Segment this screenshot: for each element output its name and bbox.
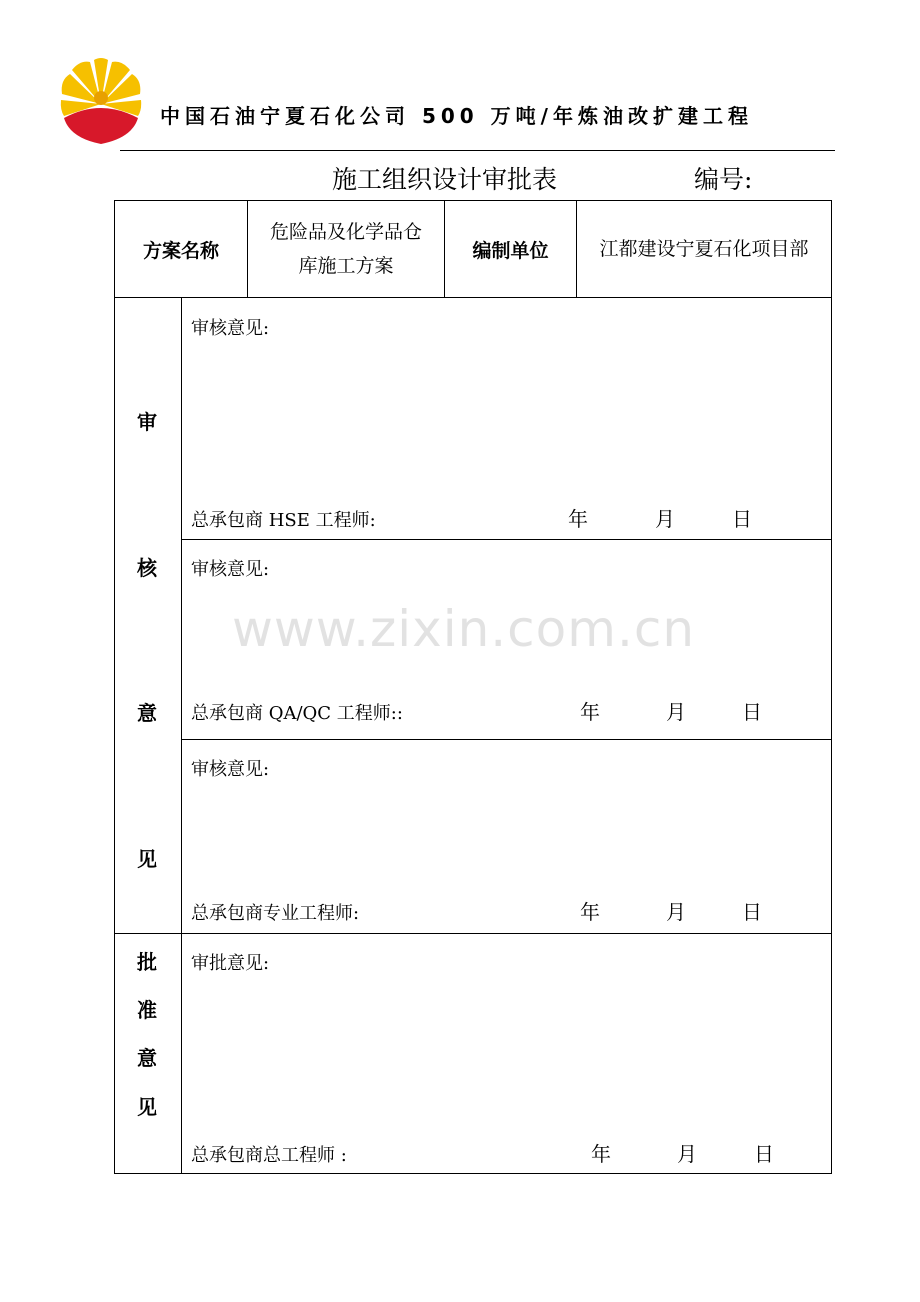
header-divider	[120, 150, 835, 151]
date-day: 日	[732, 507, 752, 531]
date-day: 日	[742, 900, 762, 924]
watermark: www.zixin.com.cn	[232, 600, 696, 658]
date-year: 年	[568, 507, 588, 531]
review-opinion-label: 审核意见:	[191, 559, 270, 580]
row-divider	[181, 539, 831, 540]
approval-side-char: 批	[137, 950, 157, 974]
approval-side-char: 见	[137, 1095, 157, 1119]
date-day: 日	[754, 1142, 774, 1166]
approval-side-char: 准	[137, 998, 157, 1022]
review-side-char: 审	[137, 410, 157, 434]
date-year: 年	[580, 700, 600, 724]
qaqc-engineer-signature-label: 总承包商 QA/QC 工程师::	[191, 703, 403, 724]
compiler-label: 编制单位	[472, 239, 549, 262]
approval-opinion-label: 审批意见:	[191, 953, 270, 974]
plan-name-line-2: 库施工方案	[298, 255, 394, 277]
review-side-char: 意	[137, 701, 157, 725]
logo-base	[64, 108, 138, 144]
compiler-value: 江都建设宁夏石化项目部	[599, 238, 809, 260]
row-divider	[115, 933, 831, 934]
logo-petals	[61, 58, 141, 116]
discipline-engineer-signature-label: 总承包商专业工程师:	[191, 903, 360, 924]
company-logo	[56, 58, 146, 146]
review-opinion-label: 审核意见:	[191, 318, 270, 339]
date-month: 月	[666, 900, 686, 924]
date-month: 月	[666, 700, 686, 724]
approval-side-char: 意	[137, 1046, 157, 1070]
form-title: 施工组织设计审批表	[332, 165, 558, 194]
date-month: 月	[655, 507, 675, 531]
date-year: 年	[591, 1142, 611, 1166]
date-year: 年	[580, 900, 600, 924]
date-month: 月	[677, 1142, 697, 1166]
row-divider	[115, 297, 831, 298]
plan-name-label: 方案名称	[142, 239, 219, 262]
column-divider	[181, 297, 182, 1173]
review-opinion-label: 审核意见:	[191, 759, 270, 780]
row-divider	[181, 739, 831, 740]
review-side-char: 见	[137, 847, 157, 871]
date-day: 日	[742, 700, 762, 724]
plan-name-line-1: 危险品及化学品仓	[269, 221, 422, 243]
approval-table	[114, 200, 832, 1174]
chief-engineer-signature-label: 总承包商总工程师 :	[191, 1145, 347, 1166]
company-project-title: 中国石油宁夏石化公司 500 万吨/年炼油改扩建工程	[160, 104, 753, 128]
hse-engineer-signature-label: 总承包商 HSE 工程师:	[191, 510, 376, 531]
plan-name-value	[248, 201, 444, 297]
serial-number-label: 编号:	[694, 165, 753, 194]
review-side-char: 核	[137, 556, 157, 580]
